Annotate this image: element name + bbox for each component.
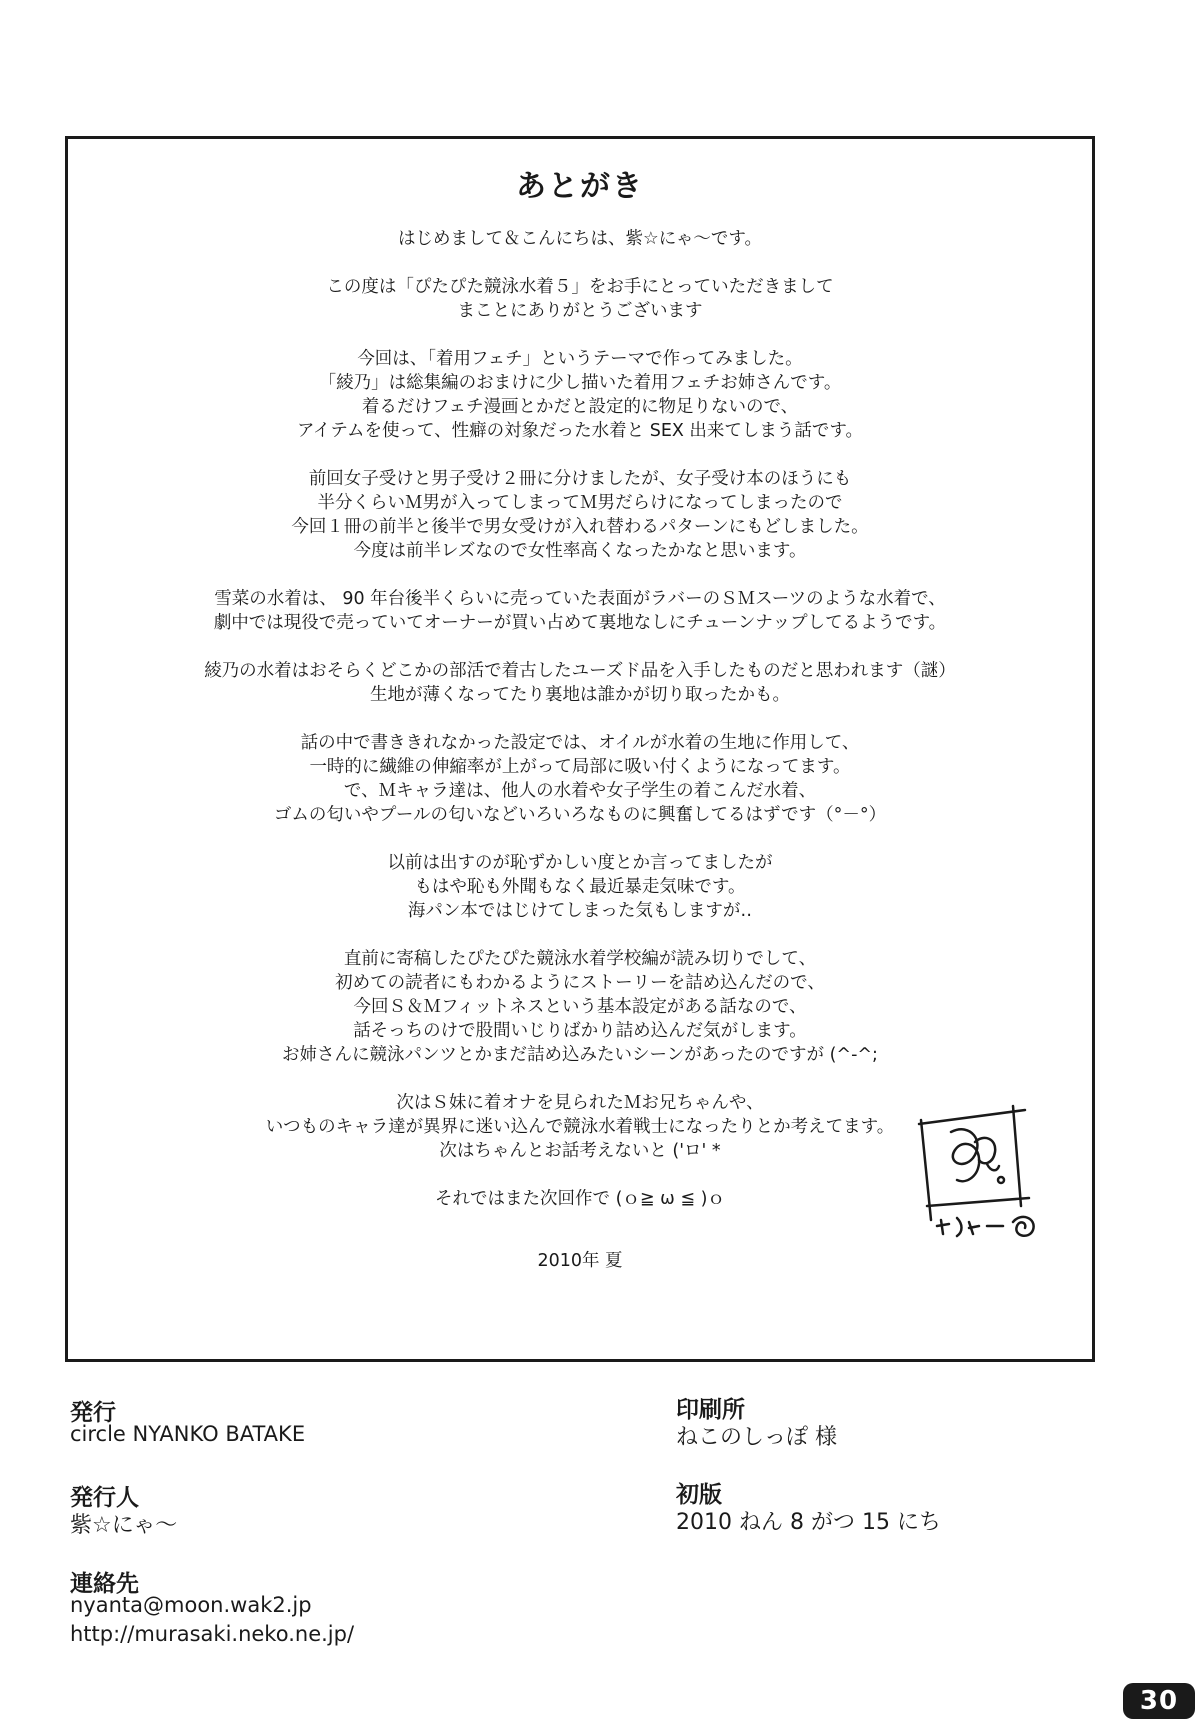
text-line: それではまた次回作で (ｏ≧ ω ≦ )ｏ (435, 1189, 725, 1209)
text-line: で、Ｍキャラ達は、他人の水着や女子学生の着こんだ水着、 (343, 781, 817, 801)
paragraph-embarrassment (88, 851, 1072, 923)
author-signature-icon (913, 1102, 1043, 1242)
text-line: 次はＳ妹に着オナを見られたＭお兄ちゃんや、 (396, 1093, 764, 1113)
text-line: 雪菜の水着は、 90 年台後半くらいに売っていた表面がラバーのＳＭスーツのような水着で、 (214, 589, 946, 609)
paragraph-theme (88, 347, 1072, 443)
paragraph-thanks (88, 275, 1072, 323)
text-line: お姉さんに競泳パンツとかまだ詰め込みたいシーンがあったのですが (^-^; (282, 1045, 878, 1065)
contact-label: 連絡先 (70, 1571, 139, 1597)
text-line: 一時的に繊維の伸縮率が上がって局部に吸い付くようになってます。 (309, 757, 851, 777)
text-line: 話そっちのけで股間いじりばかり詰め込んだ気がします。 (353, 1021, 807, 1041)
paragraph-contribution (88, 947, 1072, 1067)
text-line: 以前は出すのが恥ずかしい度とか言ってましたが (387, 853, 773, 873)
first-edition-label: 初版 (676, 1482, 722, 1508)
issuer-label: 発行人 (70, 1485, 139, 1511)
text-line: もはや恥も外聞もなく最近暴走気味です。 (414, 877, 746, 897)
text-line: 初めての読者にもわかるようにストーリーを詰め込んだので、 (335, 973, 825, 993)
text-line: 今回Ｓ＆Ｍフィットネスという基本設定がある話なので、 (353, 997, 807, 1017)
paragraph-ayano (88, 659, 1072, 707)
afterword-box (65, 136, 1095, 1362)
text-line: 前回女子受けと男子受け２冊に分けましたが、女子受け本のほうにも (308, 469, 852, 489)
issuer-value: 紫☆にゃ～ (70, 1513, 178, 1538)
text-line: 海パン本ではじけてしまった気もしますが‥ (407, 901, 753, 921)
afterword-body (88, 227, 1072, 1235)
paragraph-yukina (88, 587, 1072, 635)
text-line: この度は「ぴたぴた競泳水着５」をお手にとっていただきまして (326, 277, 834, 297)
text-line: 次はちゃんとお話考えないと ('ロ' * (439, 1141, 721, 1161)
text-line: アイテムを使って、性癖の対象だった水着と SEX 出来てしまう話です。 (296, 421, 864, 441)
text-line: いつものキャラ達が異界に迷い込んで競泳水着戦士になったりとか考えてます。 (265, 1117, 895, 1137)
text-line: ゴムの匂いやプールの匂いなどいろいろなものに興奮してるはずです（°－°） (273, 805, 887, 825)
page-number-badge: 30 (1123, 1683, 1195, 1719)
afterword-title: あとがき (516, 169, 644, 204)
publisher-value: circle NYANKO BATAKE (70, 1422, 306, 1446)
text-line: 話の中で書ききれなかった設定では、オイルが水着の生地に作用して、 (300, 733, 860, 753)
text-line: 半分くらいＭ男が入ってしまってＭ男だらけになってしまったので (317, 493, 843, 513)
paragraph-greeting (88, 227, 1072, 251)
paragraph-previous (88, 467, 1072, 563)
text-line: 今回は、「着用フェチ」というテーマで作ってみました。 (357, 349, 803, 369)
text-line: 「綾乃」は総集編のおまけに少し描いた着用フェチお姉さんです。 (318, 373, 842, 393)
text-line: 今回１冊の前半と後半で男女受けが入れ替わるパターンにもどしました。 (291, 517, 869, 537)
text-line: 今度は前半レズなので女性率高くなったかなと思います。 (353, 541, 807, 561)
text-line: 着るだけフェチ漫画とかだと設定的に物足りないので、 (361, 397, 799, 417)
text-line: はじめまして＆こんにちは、紫☆にゃ～です。 (398, 229, 762, 249)
afterword-date: 2010年 夏 (537, 1251, 623, 1271)
contact-url: http://murasaki.neko.ne.jp/ (70, 1622, 355, 1646)
text-line: 生地が薄くなってたり裏地は誰かが切り取ったかも。 (370, 685, 790, 705)
first-edition-value: 2010 ねん 8 がつ 15 にち (676, 1510, 941, 1535)
publisher-label: 発行 (70, 1400, 116, 1426)
printer-value: ねこのしっぽ 様 (676, 1425, 837, 1450)
text-line: 直前に寄稿したぴたぴた競泳水着学校編が読み切りでして、 (343, 949, 817, 969)
text-line: まことにありがとうございます (457, 301, 703, 321)
printer-label: 印刷所 (676, 1397, 745, 1423)
text-line: 綾乃の水着はおそらくどこかの部活で着古したユーズド品を入手したものだと思われます（謎） (204, 661, 956, 681)
contact-email: nyanta@moon.wak2.jp (70, 1593, 312, 1617)
text-line: 劇中では現役で売っていてオーナーが買い占めて裏地なしにチューンナップしてるようです。 (213, 613, 947, 633)
paragraph-settings (88, 731, 1072, 827)
